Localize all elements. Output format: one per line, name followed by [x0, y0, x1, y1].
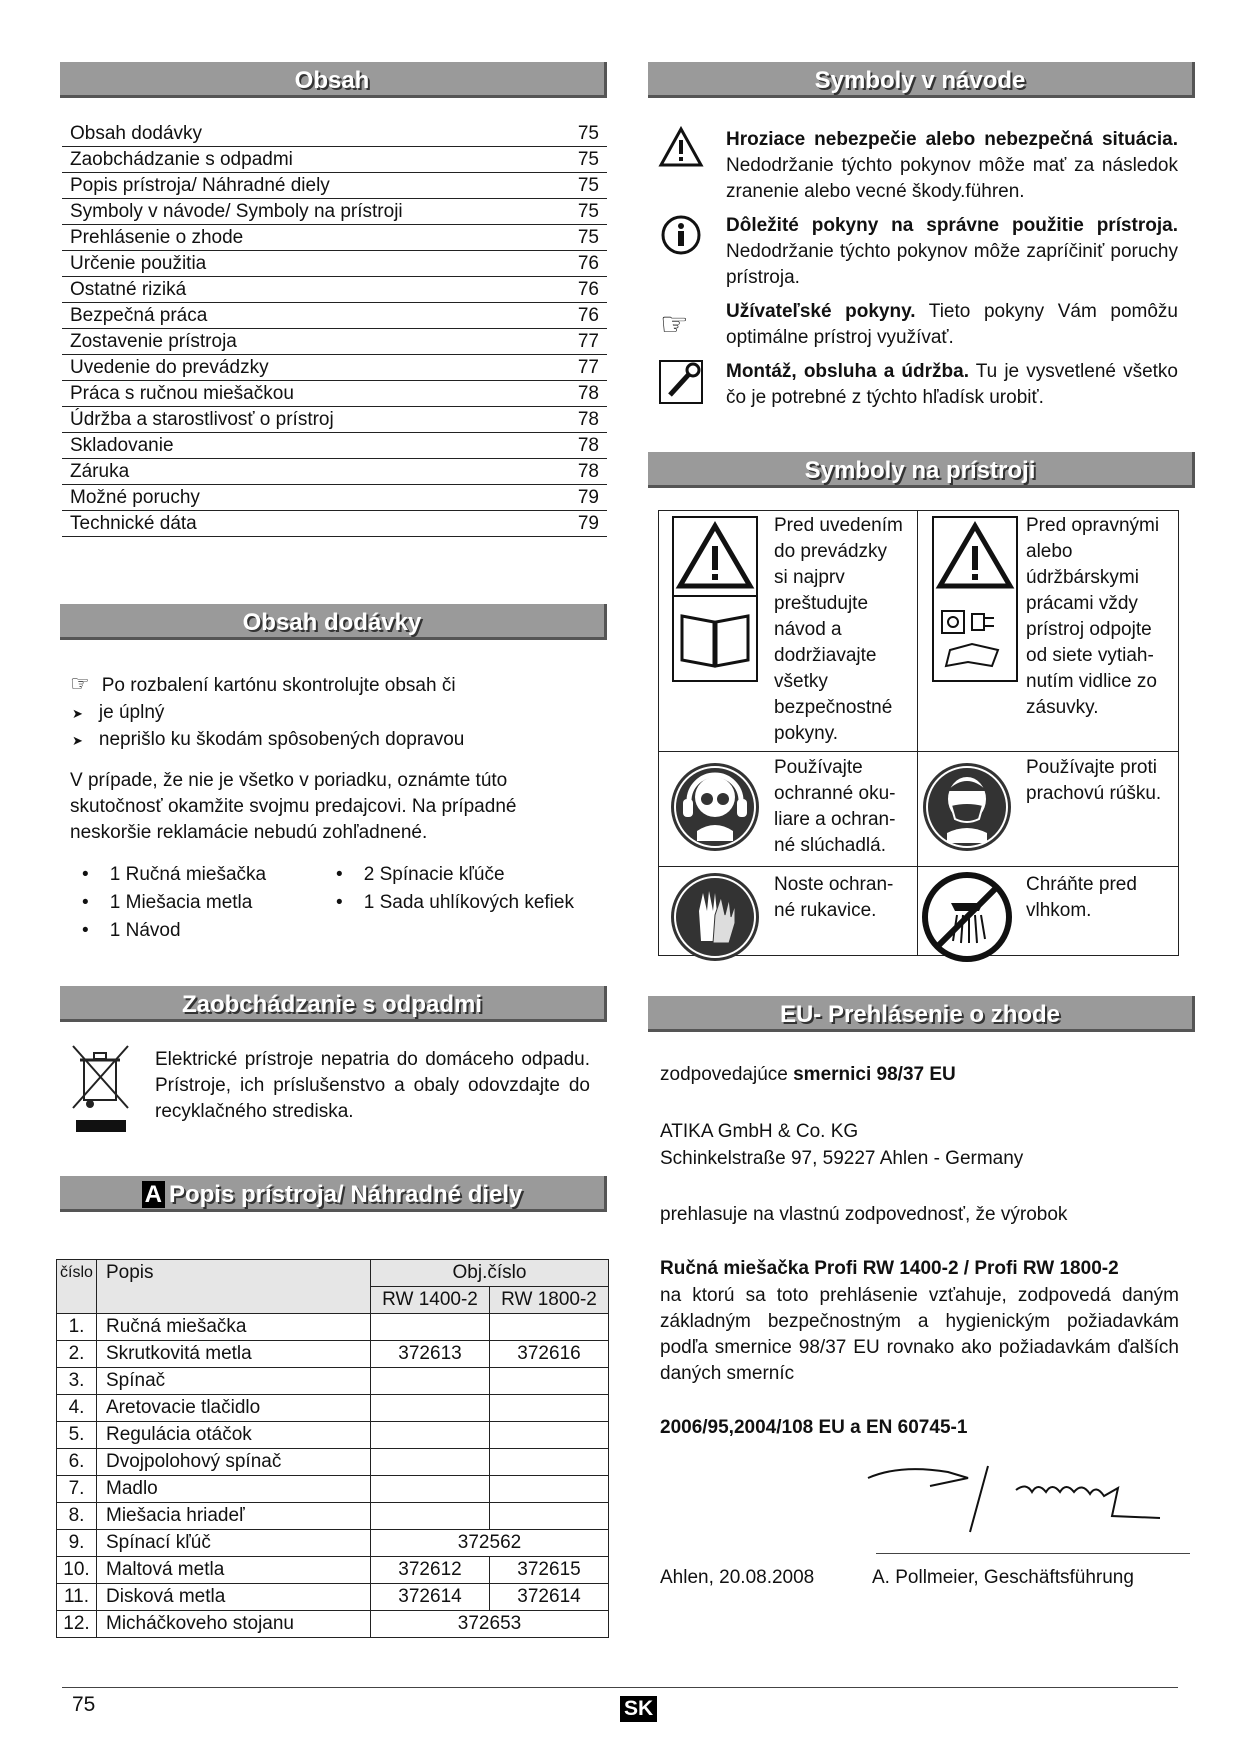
- delivery-check-1: ➤ je úplný: [72, 702, 165, 723]
- col-header-number: číslo: [57, 1260, 97, 1314]
- wrench-icon: [658, 359, 704, 405]
- part-order-number: 372653: [371, 1611, 609, 1638]
- toc-row[interactable]: [62, 121, 607, 147]
- symbol-text-line: preštudujte: [774, 593, 869, 614]
- col-header-description: Popis: [97, 1260, 371, 1314]
- toc-row[interactable]: [62, 381, 607, 407]
- part-order-number-b: [490, 1422, 609, 1449]
- moisture-text: [1026, 872, 1137, 924]
- part-number: 9.: [57, 1530, 97, 1557]
- toc-title: Údržba a starostlivosť o prístroj: [70, 409, 334, 430]
- part-number: 7.: [57, 1476, 97, 1503]
- manual-symbol-danger: Hroziace nebezpečie alebo nebezpečná situácia. Nedodržanie týchto pokynov môže mať za následok zranenie alebo vecné škody.führen.: [726, 129, 1178, 202]
- table-row: [57, 1395, 609, 1422]
- waste-heading: Zaobchádzanie s odpadmi: [60, 986, 607, 1022]
- language-badge: SK: [620, 1696, 657, 1722]
- part-description: Aretovacie tlačidlo: [97, 1395, 371, 1422]
- toc-title: Technické dáta: [70, 513, 197, 534]
- toc-row[interactable]: [62, 147, 607, 173]
- symbol-text-line: Používajte proti: [1026, 757, 1157, 778]
- part-number: 1.: [57, 1314, 97, 1341]
- symbol-text-line: bezpečnostné: [774, 697, 893, 718]
- part-order-number: 372562: [371, 1530, 609, 1557]
- part-order-number-a: [371, 1395, 490, 1422]
- symbol-text-line: nutím vidlice zo: [1026, 671, 1157, 692]
- col-header-model-a: RW 1400-2: [371, 1287, 490, 1314]
- toc-title: Záruka: [70, 461, 130, 482]
- symbol-text-line: prístroj odpojte: [1026, 619, 1152, 640]
- eu-directive-line: zodpovedajúce smernici 98/37 EU: [660, 1064, 956, 1085]
- symbol-text-line: si najprv: [774, 567, 845, 588]
- eu-standards: 2006/95,2004/108 EU a EN 60745-1: [660, 1417, 968, 1438]
- toc-page: 78: [577, 461, 599, 482]
- delivery-item: • 2 Spínacie kľúče: [336, 864, 505, 885]
- col-header-model-b: RW 1800-2: [490, 1287, 609, 1314]
- signature: [860, 1456, 1180, 1546]
- part-description: Micháčkoveho stojanu: [97, 1611, 371, 1638]
- symbol-text-line: Chráňte pred: [1026, 874, 1137, 895]
- eu-heading: EU- Prehlásenie o zhode: [648, 996, 1195, 1032]
- eu-body: na ktorú sa toto prehlásenie vzťahuje, zodpovedá daným základným bezpečnostným a hygienickým požiadavkám podľa smernice 98/37 EU rovnako ako požiadavkám ďalších daných smerníc: [660, 1285, 1179, 1384]
- part-order-number-b: 372615: [490, 1557, 609, 1584]
- table-row: [57, 1422, 609, 1449]
- toc-heading: Obsah: [60, 62, 607, 98]
- toc-page: 76: [577, 305, 599, 326]
- delivery-note: V prípade, že nie je všetko v poriadku, oznámte túto skutočnosť okamžite svojmu predajcovi. Na prípadné neskoršie reklamácie nebudú zohľadnené.: [70, 770, 517, 843]
- eu-declare: prehlasuje na vlastnú zodpovednosť, že výrobok: [660, 1204, 1068, 1225]
- part-number: 2.: [57, 1341, 97, 1368]
- part-description: Dvojpolohový spínač: [97, 1449, 371, 1476]
- symbol-text-line: liare a ochran-: [774, 809, 896, 830]
- manual-symbol-user-tips: Užívateľské pokyny. Tieto pokyny Vám pomôžu optimálne prístroj využívať.: [726, 301, 1179, 348]
- symbol-text-line: Noste ochran-: [774, 874, 894, 895]
- part-description: Ručná miešačka: [97, 1314, 371, 1341]
- part-number: 6.: [57, 1449, 97, 1476]
- delivery-item: • 1 Miešacia metla: [82, 892, 253, 913]
- toc-title: Práca s ručnou miešačkou: [70, 383, 294, 404]
- symbol-text-line: dodržiavajte: [774, 645, 877, 666]
- toc-row[interactable]: [62, 459, 607, 485]
- toc-row[interactable]: [62, 407, 607, 433]
- toc-page: 78: [577, 435, 599, 456]
- hand-pointer-icon: ☞: [660, 306, 689, 342]
- toc-title: Bezpečná práca: [70, 305, 208, 326]
- part-description: Miešacia hriadeľ: [97, 1503, 371, 1530]
- figure-tag: A: [142, 1181, 165, 1208]
- symbol-text-line: prachovú rúšku.: [1026, 783, 1162, 804]
- delivery-item: • 1 Ručná miešačka: [82, 864, 267, 885]
- toc-title: Obsah dodávky: [70, 123, 203, 144]
- symbol-text-line: zásuvky.: [1026, 697, 1099, 718]
- symbol-text-line: Pred uvedením: [774, 515, 903, 536]
- toc-page: 77: [577, 331, 599, 352]
- toc-page: 75: [577, 149, 599, 170]
- toc-page: 78: [577, 409, 599, 430]
- parts-heading: A Popis prístroja/ Náhradné diely: [60, 1176, 607, 1212]
- symbol-text-line: alebo: [1026, 541, 1073, 562]
- toc-title: Skladovanie: [70, 435, 174, 456]
- toc-page: 75: [577, 227, 599, 248]
- read-manual-icon: [672, 516, 758, 682]
- symbol-text-line: všetky: [774, 671, 828, 692]
- part-description: Spínač: [97, 1368, 371, 1395]
- toc-page: 78: [577, 383, 599, 404]
- info-icon: [660, 214, 702, 256]
- part-description: Regulácia otáčok: [97, 1422, 371, 1449]
- part-number: 8.: [57, 1503, 97, 1530]
- eu-address: Schinkelstraße 97, 59227 Ahlen - Germany: [660, 1148, 1024, 1169]
- part-description: Madlo: [97, 1476, 371, 1503]
- table-row: [57, 1584, 609, 1611]
- part-order-number-b: [490, 1503, 609, 1530]
- device-symbols-grid: [658, 510, 1179, 956]
- table-row: [57, 1530, 609, 1557]
- parts-table: [56, 1259, 609, 1638]
- delivery-item: • 1 Návod: [82, 920, 181, 941]
- part-order-number-a: [371, 1368, 490, 1395]
- goggles-text: [774, 755, 895, 859]
- part-order-number-a: 372614: [371, 1584, 490, 1611]
- col-header-order-number: Obj.číslo: [371, 1260, 609, 1287]
- toc-row[interactable]: [62, 173, 607, 199]
- toc-row[interactable]: [62, 303, 607, 329]
- delivery-item: • 1 Sada uhlíkových kefiek: [336, 892, 574, 913]
- toc-row[interactable]: [62, 329, 607, 355]
- delivery-heading: Obsah dodávky: [60, 604, 607, 640]
- toc-title: Zaobchádzanie s odpadmi: [70, 149, 293, 170]
- toc-title: Možné poruchy: [70, 487, 200, 508]
- toc-row[interactable]: [62, 433, 607, 459]
- gloves-icon: [669, 871, 761, 963]
- part-description: Disková metla: [97, 1584, 371, 1611]
- toc-page: 75: [577, 123, 599, 144]
- part-number: 11.: [57, 1584, 97, 1611]
- part-order-number-b: [490, 1395, 609, 1422]
- toc-row[interactable]: [62, 225, 607, 251]
- toc-row[interactable]: [62, 355, 607, 381]
- eu-place-date: Ahlen, 20.08.2008: [660, 1567, 815, 1588]
- symbol-text-line: Používajte: [774, 757, 863, 778]
- part-order-number-a: 372613: [371, 1341, 490, 1368]
- part-order-number-a: [371, 1449, 490, 1476]
- symbol-text-line: návod a: [774, 619, 842, 640]
- part-order-number-b: 372616: [490, 1341, 609, 1368]
- toc-page: 77: [577, 357, 599, 378]
- part-number: 3.: [57, 1368, 97, 1395]
- part-order-number-a: [371, 1314, 490, 1341]
- no-moisture-icon: [921, 871, 1013, 963]
- toc-page: 76: [577, 253, 599, 274]
- symbol-text-line: ochranné oku-: [774, 783, 896, 804]
- toc-row[interactable]: [62, 199, 607, 225]
- part-order-number-b: [490, 1314, 609, 1341]
- table-row: [57, 1557, 609, 1584]
- symbol-text-line: do prevádzky: [774, 541, 888, 562]
- toc-page: 79: [577, 513, 599, 534]
- waste-text: Elektrické prístroje nepatria do domáceho odpadu. Prístroje, ich príslušenstvo a obaly odovzdajte do recyklačného strediska.: [155, 1049, 590, 1122]
- part-order-number-a: [371, 1503, 490, 1530]
- delivery-intro: ☞ Po rozbalení kartónu skontrolujte obsah či: [70, 671, 456, 696]
- table-row: [57, 1476, 609, 1503]
- toc-title: Určenie použitia: [70, 253, 207, 274]
- read-manual-text: [774, 513, 903, 747]
- part-order-number-b: [490, 1476, 609, 1503]
- part-number: 4.: [57, 1395, 97, 1422]
- dust-mask-icon: [921, 761, 1013, 853]
- part-order-number-a: 372612: [371, 1557, 490, 1584]
- toc-title: Uvedenie do prevádzky: [70, 357, 269, 378]
- table-of-contents: [62, 121, 607, 537]
- warning-triangle-icon: [658, 126, 704, 168]
- toc-row[interactable]: [62, 511, 607, 537]
- toc-page: 76: [577, 279, 599, 300]
- eu-company: ATIKA GmbH & Co. KG: [660, 1121, 859, 1142]
- toc-title: Zostavenie prístroja: [70, 331, 237, 352]
- page-number: 75: [72, 1693, 96, 1716]
- footer-divider: [62, 1687, 1178, 1688]
- part-number: 12.: [57, 1611, 97, 1638]
- symbol-text-line: údržbárskymi: [1026, 567, 1139, 588]
- symbol-text-line: Pred opravnými: [1026, 515, 1160, 536]
- toc-page: 75: [577, 201, 599, 222]
- symbol-text-line: od siete vytiah-: [1026, 645, 1154, 666]
- part-order-number-b: [490, 1449, 609, 1476]
- eu-product: Ručná miešačka Profi RW 1400-2 / Profi RW 1800-2: [660, 1258, 1119, 1279]
- table-row: [57, 1449, 609, 1476]
- unplug-icon: [932, 516, 1018, 682]
- toc-title: Symboly v návode/ Symboly na prístroji: [70, 201, 403, 222]
- toc-page: 79: [577, 487, 599, 508]
- symbol-text-line: pokyny.: [774, 723, 839, 744]
- device-symbols-heading: Symboly na prístroji: [648, 452, 1195, 488]
- toc-title: Prehlásenie o zhode: [70, 227, 244, 248]
- unplug-text: [1026, 513, 1159, 721]
- manual-symbol-maintenance: Montáž, obsluha a údržba. Tu je vysvetlené všetko čo je potrebné z týchto hľadísk urobiť.: [726, 361, 1178, 408]
- part-description: Spínací kľúč: [97, 1530, 371, 1557]
- toc-row[interactable]: [62, 277, 607, 303]
- table-row: [57, 1314, 609, 1341]
- toc-row[interactable]: [62, 251, 607, 277]
- manual-symbols-heading: Symboly v návode: [648, 62, 1195, 98]
- delivery-check-2: ➤ neprišlo ku škodám spôsobených dopravou: [72, 729, 465, 750]
- gloves-text: [774, 872, 893, 924]
- part-description: Maltová metla: [97, 1557, 371, 1584]
- symbol-text-line: vlhkom.: [1026, 900, 1092, 921]
- toc-title: Ostatné riziká: [70, 279, 187, 300]
- hand-pointer-icon: ☞: [70, 671, 90, 696]
- part-order-number-b: [490, 1368, 609, 1395]
- part-order-number-a: [371, 1476, 490, 1503]
- eu-signer: A. Pollmeier, Geschäftsführung: [872, 1567, 1134, 1588]
- symbol-text-line: prácami vždy: [1026, 593, 1138, 614]
- manual-symbol-important: Dôležité pokyny na správne použitie prístroja. Nedodržanie týchto pokynov môže zapríčiniť poruchy prístroja.: [726, 215, 1178, 288]
- part-order-number-a: [371, 1422, 490, 1449]
- table-row: [57, 1368, 609, 1395]
- part-number: 5.: [57, 1422, 97, 1449]
- mask-text: [1026, 755, 1161, 807]
- table-row: [57, 1611, 609, 1638]
- table-row: [57, 1503, 609, 1530]
- toc-title: Popis prístroja/ Náhradné diely: [70, 175, 330, 196]
- toc-page: 75: [577, 175, 599, 196]
- goggles-earmuffs-icon: [669, 761, 761, 853]
- part-number: 10.: [57, 1557, 97, 1584]
- symbol-text-line: né slúchadlá.: [774, 835, 886, 856]
- crossed-bin-icon: [70, 1042, 132, 1134]
- symbol-text-line: né rukavice.: [774, 900, 877, 921]
- part-description: Skrutkovitá metla: [97, 1341, 371, 1368]
- part-order-number-b: 372614: [490, 1584, 609, 1611]
- toc-row[interactable]: [62, 485, 607, 511]
- table-row: [57, 1341, 609, 1368]
